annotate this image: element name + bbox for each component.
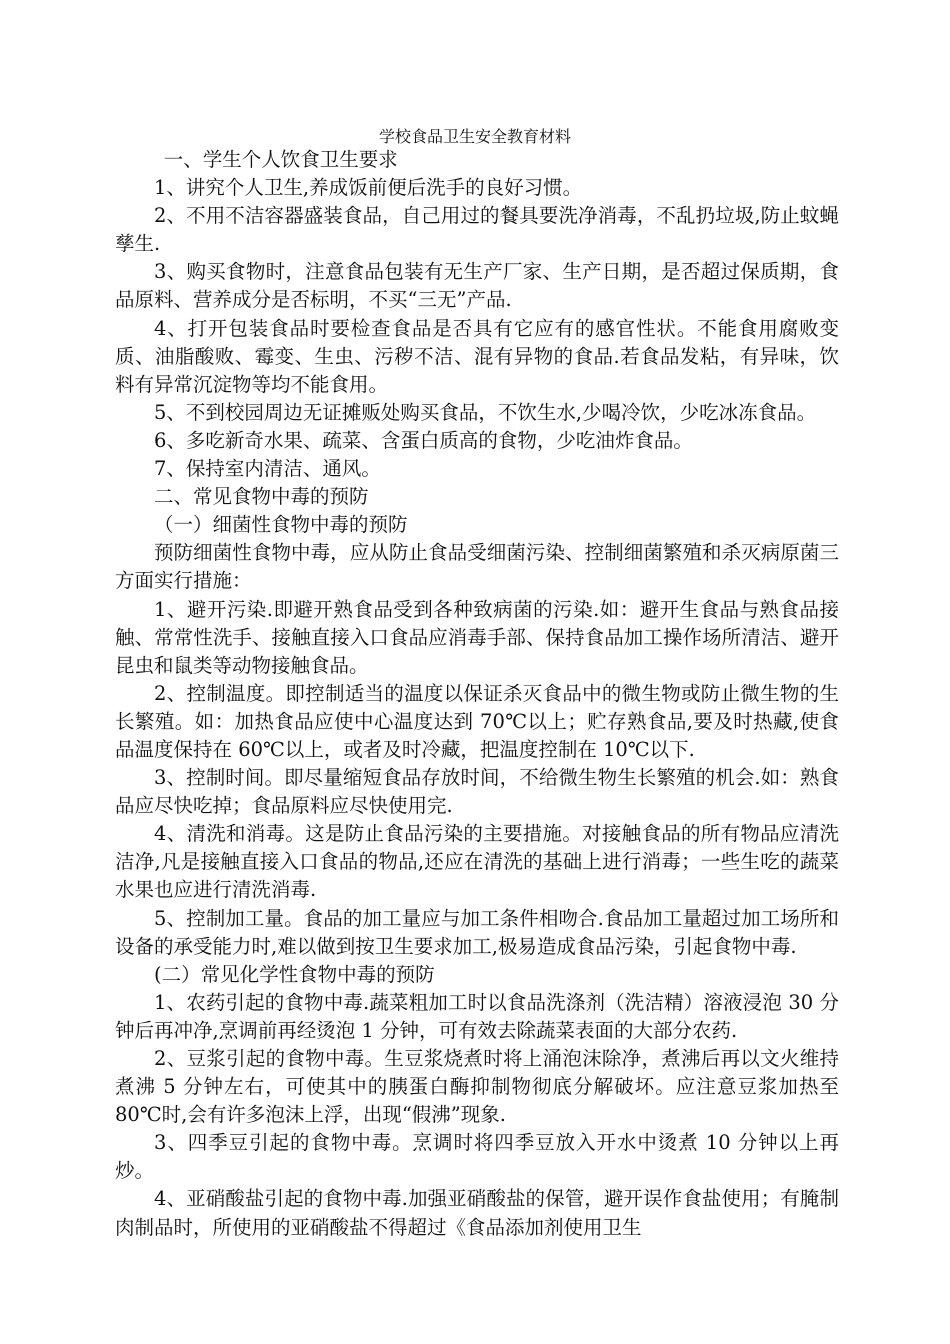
paragraph: 2、不用不洁容器盛装食品，自己用过的餐具要洗净消毒，不乱扔垃圾,防止蚊蝇孳生. xyxy=(115,204,839,256)
paragraph: 4、亚硝酸盐引起的食物中毒.加强亚硝酸盐的保管，避开误作食盐使用；有腌制肉制品时，所使用的亚硝酸盐不得超过《食品添加剂使用卫生 xyxy=(115,1187,839,1239)
document-title: 学校食品卫生安全教育材料 xyxy=(378,127,571,146)
paragraph: 3、购买食物时，注意食品包装有无生产厂家、生产日期，是否超过保质期，食品原料、营养成分是否标明，不买“三无”产品. xyxy=(115,260,839,312)
paragraph: 4、打开包装食品时要检查食品是否具有它应有的感官性状。不能食用腐败变质、油脂酸败、霉变、生虫、污秽不洁、混有异物的食品.若食品发粘，有异味，饮料有异常沉淀物等均不能食用。 xyxy=(115,316,839,396)
subsection-heading: (二）常见化学性食物中毒的预防 xyxy=(154,962,435,986)
paragraph: 1、讲究个人卫生,养成饭前便后洗手的良好习惯。 xyxy=(154,176,583,200)
paragraph: 1、避开污染.即避开熟食品受到各种致病菌的污染.如：避开生食品与熟食品接触、常常性洗手、接触直接入口食品应消毒手部、保持食品加工操作场所清洁、避开昆虫和鼠类等动物接触食品。 xyxy=(115,597,839,677)
section-heading: 二、常见食物中毒的预防 xyxy=(154,485,369,509)
subsection-heading: （一）细菌性食物中毒的预防 xyxy=(154,513,408,537)
paragraph: 2、豆浆引起的食物中毒。生豆浆烧煮时将上涌泡沫除净，煮沸后再以文火维持煮沸 5 分钟左右，可使其中的胰蛋白酶抑制物彻底分解破坏。应注意豆浆加热至 80℃时,会有许多泡沫上浮，出现“假沸”现象. xyxy=(115,1047,839,1127)
paragraph: 7、保持室内清洁、通风。 xyxy=(154,457,381,481)
paragraph: 6、多吃新奇水果、疏菜、含蛋白质高的食物，少吃油炸食品。 xyxy=(154,428,693,452)
paragraph: 预防细菌性食物中毒，应从防止食品受细菌污染、控制细菌繁殖和杀灭病原菌三方面实行措施： xyxy=(115,541,839,593)
paragraph: 1、农药引起的食物中毒.蔬菜粗加工时以食品洗涤剂（洗洁精）溶液浸泡 30 分钟后再冲净,烹调前再经烫泡 1 分钟，可有效去除蔬菜表面的大部分农药. xyxy=(115,990,839,1042)
paragraph: 2、控制温度。即控制适当的温度以保证杀灭食品中的微生物或防止微生物的生长繁殖。如：加热食品应使中心温度达到 70℃以上；贮存熟食品,要及时热藏,使食品温度保持在 60℃以上，或者及时冷藏，把温度控制在 10℃以下. xyxy=(115,681,839,761)
paragraph: 3、四季豆引起的食物中毒。烹调时将四季豆放入开水中烫煮 10 分钟以上再炒。 xyxy=(115,1131,839,1183)
paragraph: 4、清洗和消毒。这是防止食品污染的主要措施。对接触食品的所有物品应清洗洁净,凡是接触直接入口食品的物品,还应在清洗的基础上进行消毒；一些生吃的蔬菜水果也应进行清洗消毒. xyxy=(115,822,839,902)
paragraph: 5、控制加工量。食品的加工量应与加工条件相吻合.食品加工量超过加工场所和设备的承受能力时,难以做到按卫生要求加工,极易造成食品污染，引起食物中毒. xyxy=(115,906,839,958)
paragraph: 3、控制时间。即尽量缩短食品存放时间，不给微生物生长繁殖的机会.如：熟食品应尽快吃掉；食品原料应尽快使用完. xyxy=(115,766,839,818)
section-heading: 一、学生个人饮食卫生要求 xyxy=(163,148,398,171)
paragraph: 5、不到校园周边无证摊贩处购买食品，不饮生水,少喝冷饮，少吃冰冻食品。 xyxy=(154,400,817,424)
document-body xyxy=(115,146,839,1242)
